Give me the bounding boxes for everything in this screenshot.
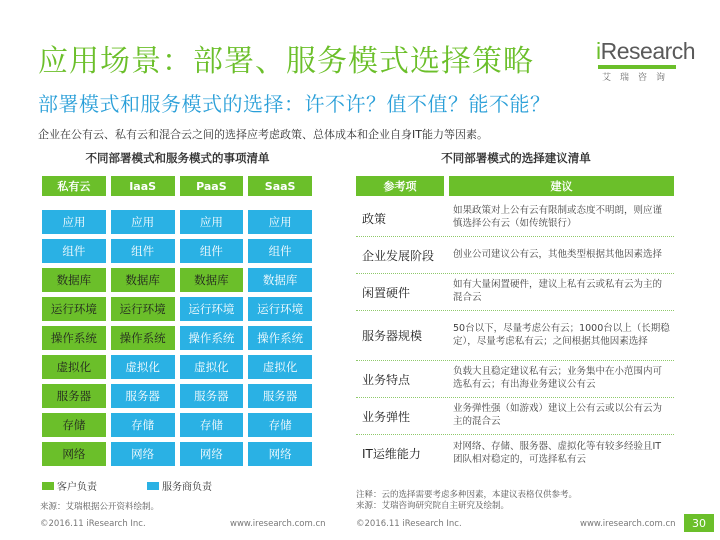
advice-factor: 业务弹性 xyxy=(362,409,411,424)
advice-text: 50台以下，尽量考虑公有云；1000台以上（长期稳定），尽量考虑私有云；之间根据其他因素选择 xyxy=(453,322,670,347)
matrix-row xyxy=(42,210,312,234)
advice-row xyxy=(356,311,674,361)
matrix-cell: 应用 xyxy=(180,210,244,234)
matrix-cell: 服务器 xyxy=(42,384,106,408)
advice-factor: 服务器规模 xyxy=(362,329,423,343)
advice-factor: 闲置硬件 xyxy=(362,285,411,300)
advice-text: 如有大量闲置硬件，建议上私有云或私有云为主的混合云 xyxy=(453,279,663,303)
matrix-cell: 数据库 xyxy=(111,268,175,292)
right-source-note: 来源：艾瑞咨询研究院自主研究及绘制。 xyxy=(356,501,510,512)
matrix-cell: 虚拟化 xyxy=(111,355,175,379)
advice-text: 对网络、存储、服务器、虚拟化等有较多经验且IT团队相对稳定的，可选择私有云 xyxy=(453,440,662,465)
matrix-cell: 虚拟化 xyxy=(42,355,106,379)
footer-copyright-left: ©2016.11 iResearch Inc. xyxy=(40,519,146,529)
page-subtitle: 部署模式和服务模式的选择：许不许？值不值？能不能？ xyxy=(38,92,551,116)
matrix-cell: 存储 xyxy=(111,413,175,437)
matrix-cell: 网络 xyxy=(111,442,175,466)
advice-factor: IT运维能力 xyxy=(362,447,421,461)
matrix-cell: 虚拟化 xyxy=(180,355,244,379)
matrix-cell: 应用 xyxy=(42,210,106,234)
matrix-cell: 组件 xyxy=(111,239,175,263)
right-note: 注释：云的选择需要考虑多种因素，本建议表格仅供参考。 xyxy=(356,490,578,500)
advice-table-header xyxy=(356,176,674,196)
advice-row xyxy=(356,361,674,398)
legend-customer: 客户负责 xyxy=(42,478,97,493)
left-section-heading: 不同部署模式和服务模式的事项清单 xyxy=(85,151,270,165)
advice-text: 如果政策对上公有云有限制或态度不明朗，则应谨慎选择公有云（如传统银行） xyxy=(453,205,663,229)
left-source-note: 来源：艾瑞根据公开资料绘制。 xyxy=(40,502,160,512)
matrix-row xyxy=(42,413,312,437)
matrix-row xyxy=(42,326,312,350)
page-number: 30 xyxy=(684,514,714,532)
legend-provider: 服务商负责 xyxy=(147,478,212,493)
matrix-header-private-cloud: 私有云 xyxy=(42,176,106,196)
advice-factor: 业务特点 xyxy=(362,372,411,387)
matrix-cell: 数据库 xyxy=(248,268,312,292)
right-notes xyxy=(356,490,577,512)
matrix-cell: 组件 xyxy=(248,239,312,263)
matrix-cell: 服务器 xyxy=(248,384,312,408)
matrix-cell: 操作系统 xyxy=(42,326,106,350)
legend-swatch-customer xyxy=(42,482,54,490)
advice-factor: 政策 xyxy=(362,211,387,226)
matrix-header-row xyxy=(42,176,312,196)
logo-bar xyxy=(598,65,676,69)
matrix-cell: 数据库 xyxy=(180,268,244,292)
matrix-header-iaas: IaaS xyxy=(111,176,175,196)
matrix-cell: 存储 xyxy=(248,413,312,437)
advice-row xyxy=(356,435,674,472)
matrix-legend xyxy=(42,478,212,493)
matrix-row xyxy=(42,297,312,321)
right-section-heading: 不同部署模式的选择建议清单 xyxy=(441,151,591,165)
advice-row xyxy=(356,237,674,274)
advice-text: 创业公司建议公有云，其他类型根据其他因素选择 xyxy=(453,248,663,260)
matrix-cell: 服务器 xyxy=(111,384,175,408)
matrix-cell: 操作系统 xyxy=(180,326,244,350)
matrix-cell: 服务器 xyxy=(180,384,244,408)
legend-swatch-provider xyxy=(147,482,159,490)
matrix-header-paas: PaaS xyxy=(180,176,244,196)
matrix-header-saas: SaaS xyxy=(248,176,312,196)
advice-factor: 企业发展阶段 xyxy=(362,248,435,263)
logo-subtitle: 艾瑞咨询 xyxy=(602,73,675,83)
matrix-cell: 网络 xyxy=(180,442,244,466)
matrix-cell: 虚拟化 xyxy=(248,355,312,379)
advice-row xyxy=(356,200,674,237)
matrix-row xyxy=(42,268,312,292)
matrix-cell: 存储 xyxy=(180,413,244,437)
responsibility-matrix xyxy=(42,176,312,471)
matrix-cell: 存储 xyxy=(42,413,106,437)
matrix-cell: 应用 xyxy=(248,210,312,234)
matrix-cell: 网络 xyxy=(42,442,106,466)
logo-wordmark: iResearch xyxy=(596,38,696,64)
footer-url-left[interactable]: www.iresearch.com.cn xyxy=(230,519,326,529)
page-title: 应用场景：部署、服务模式选择策略 xyxy=(38,44,534,79)
advice-text: 负载大且稳定建议私有云；业务集中在小范围内可选私有云；有出海业务建议公有云 xyxy=(453,366,663,390)
matrix-cell: 运行环境 xyxy=(248,297,312,321)
matrix-cell: 运行环境 xyxy=(42,297,106,321)
advice-col-factor: 参考项 xyxy=(356,176,444,196)
advice-table xyxy=(356,176,674,472)
matrix-cell: 操作系统 xyxy=(111,326,175,350)
matrix-row xyxy=(42,442,312,466)
matrix-cell: 操作系统 xyxy=(248,326,312,350)
footer-url-right[interactable]: www.iresearch.com.cn xyxy=(580,519,676,529)
intro-text: 企业在公有云、私有云和混合云之间的选择应考虑政策、总体成本和企业自身IT能力等因素。 xyxy=(38,128,488,141)
matrix-cell: 组件 xyxy=(42,239,106,263)
matrix-cell: 应用 xyxy=(111,210,175,234)
matrix-row xyxy=(42,384,312,408)
advice-text: 业务弹性强（如游戏）建议上公有云或以公有云为主的混合云 xyxy=(453,403,663,427)
advice-row xyxy=(356,398,674,435)
matrix-cell: 网络 xyxy=(248,442,312,466)
advice-row xyxy=(356,274,674,311)
footer-copyright-right: ©2016.11 iResearch Inc. xyxy=(356,519,462,529)
matrix-cell: 运行环境 xyxy=(180,297,244,321)
advice-col-advice: 建议 xyxy=(449,176,674,196)
matrix-cell: 数据库 xyxy=(42,268,106,292)
matrix-cell: 运行环境 xyxy=(111,297,175,321)
matrix-cell: 组件 xyxy=(180,239,244,263)
matrix-row xyxy=(42,355,312,379)
matrix-row xyxy=(42,239,312,263)
iresearch-logo xyxy=(596,38,696,84)
